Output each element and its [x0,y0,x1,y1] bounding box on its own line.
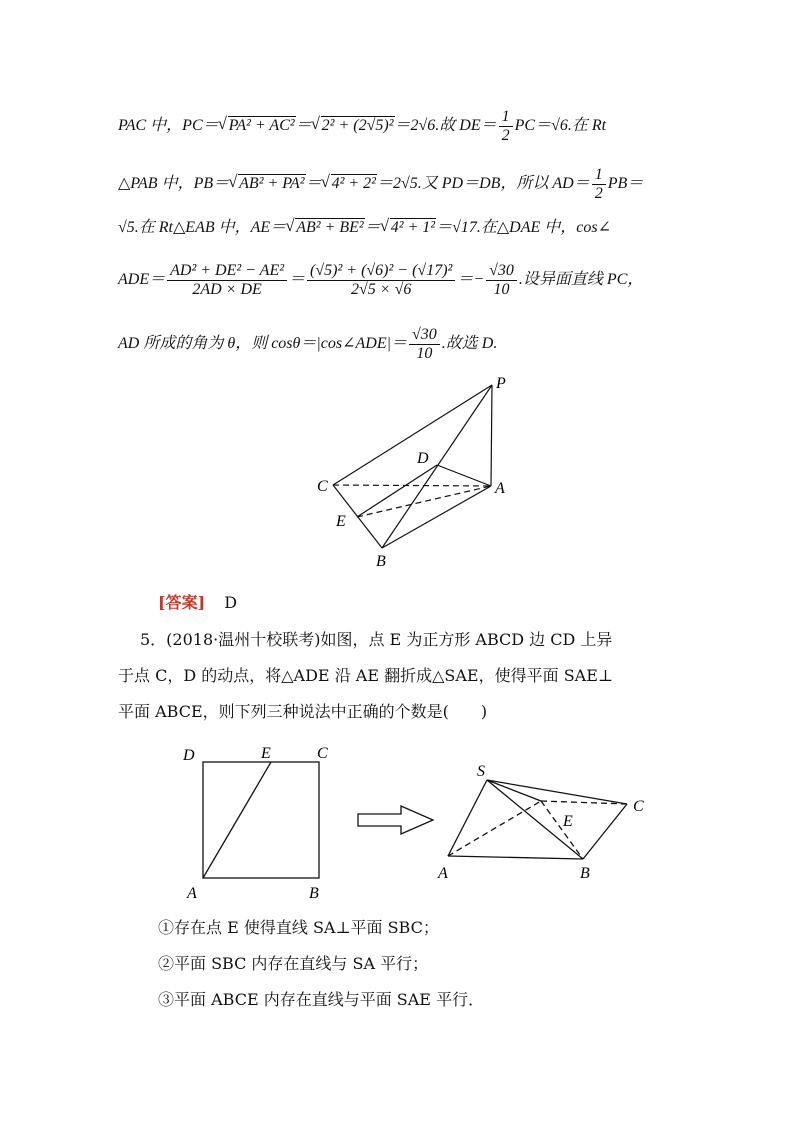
answer-value: D [224,593,238,612]
vertex-label-D: D [417,450,429,467]
sqrt-expression [322,174,377,194]
text-segment: DE＝ [459,117,497,135]
text-segment: PAC 中， [118,117,183,135]
text-segment: .设异面直线 PC， [518,271,644,289]
fraction-denominator: 2 [594,185,603,202]
left-label-D: D [183,747,195,764]
fraction-numerator: 1 [592,166,606,185]
right-label-S: S [477,763,485,780]
fraction-numerator: √30 [486,262,517,281]
fraction [486,262,517,299]
solution-line-1: PAC 中，PC＝√ PA² + AC²＝√ 2² + (2√5)²＝2√6.故 DE＝ $\frac{1}{2}$ PC＝√6.在 Rt [118,108,606,145]
edge-DE [357,465,437,517]
text-segment: ADE＝ [118,271,166,289]
fraction-denominator: 2 [501,127,510,144]
option-1: ①存在点 E 使得直线 SA⊥平面 SBC； [158,918,439,937]
solution-line-2: △PAB 中，PB＝√ AB² + PA²＝√ 4² + 2²＝2√5.又 PD＝DB，所以 AD＝ $\frac{1}{2}$ PB＝ [118,166,643,203]
fraction [307,262,455,299]
dashed-CA [333,485,491,486]
arrow-icon [358,806,433,834]
vertex-label-A: A [495,480,505,497]
edge-CP [333,385,492,485]
fraction-denominator: 2AD × DE [192,281,262,298]
sqrt-expression [381,218,436,238]
edge-PA [491,385,492,486]
sqrt-expression [219,116,296,136]
radicand: AB² + PA² [239,175,305,193]
fraction-numerator: AD² + DE² − AE² [167,262,287,281]
fraction [409,326,440,363]
left-label-E: E [261,745,271,762]
edge-BC [583,804,627,859]
vertex-label-P: P [496,375,506,392]
left-label-B: B [309,885,319,902]
sqrt-expression [312,116,395,136]
solution-line-4: ADE＝ $\frac{\text{AD² + DE² − AE²}}{2AD \times DE}$ ＝ $\frac{\text{(√5)² + (√6)² − (√17)²}}{2√5 \times √6}$ ＝− $\frac{√30}{10}$ .设异面直线 PC， [118,262,644,298]
vertex-label-B: B [376,553,386,570]
vertex-label-E: E [336,513,346,530]
solution-line-3: √5.在 Rt△EAB 中，AE＝√ AB² + BE²＝√ 4² + 1²＝√17.在△DAE 中，cos∠ [118,218,611,238]
fraction [499,108,513,145]
fraction [167,262,287,299]
option-2: ②平面 SBC 内存在直线与 SA 平行； [158,954,429,973]
edge-AB [448,856,583,859]
fraction-denominator: 10 [493,281,510,298]
radicand: 4² + 1² [390,219,436,236]
problem5-line-3: 平面 ABCE，则下列三种说法中正确的个数是( ) [118,702,488,721]
problem5-line-2: 于点 C，D 的动点，将△ADE 沿 AE 翻折成△SAE，使得平面 SAE⊥ [118,666,613,685]
pyramid-figure [300,372,530,572]
edge-DA [437,465,491,486]
radicand: PA² + AC² [228,117,295,135]
text-segment: .故选 D. [441,335,498,353]
text-segment: √5.在 Rt△EAB 中，AE＝ [118,219,287,236]
right-label-E: E [563,813,573,830]
problem5-line-1: 5．(2018·温州十校联考)如图，点 E 为正方形 ABCD 边 CD 上异 [140,630,613,649]
text-segment: PC＝√6.在 Rt [514,117,607,135]
vertex-label-C: C [317,478,328,495]
text-segment: ＝√17.在△DAE 中，cos∠ [436,219,612,236]
radicand: 2² + (2√5)² [321,117,394,135]
fraction-numerator: (√5)² + (√6)² − (√17)² [307,262,455,281]
fraction-numerator: 1 [499,108,513,127]
edge-BA [382,486,491,548]
right-label-A: A [438,865,448,882]
left-label-C: C [317,745,328,762]
fraction-denominator: 10 [416,345,433,362]
edge-PB [382,385,492,548]
dashed-EA [357,486,491,517]
radicand: AB² + BE² [296,219,364,236]
text-segment: ＝2√5.又 PD＝DB，所以 AD＝ [376,175,590,193]
text-segment: ＝2√6.故 [394,117,460,135]
text-segment: PB＝ [193,175,230,193]
folding-figure [175,738,675,908]
answer-line [158,593,237,613]
segment-AE [203,762,271,878]
fraction [592,166,606,203]
sqrt-expression [286,218,364,238]
text-segment: PB＝ [607,175,644,193]
solution-line-5 [118,326,497,363]
right-label-C: C [633,798,644,815]
text-segment: AD 所成的角为 θ，则 cosθ＝|cos∠ADE|＝ [118,335,408,353]
fraction-numerator: √30 [409,326,440,345]
edge-SE [487,780,541,801]
radicand: 4² + 2² [331,175,376,193]
text-segment: PC＝ [182,117,219,135]
sqrt-expression [229,174,305,194]
fraction-denominator: 2√5 × √6 [351,281,412,298]
right-label-B: B [580,865,590,882]
option-3: ③平面 ABCE 内存在直线与平面 SAE 平行． [158,990,485,1009]
answer-tag: [答案] [158,593,206,612]
edge-SC [487,780,627,804]
text-segment: △PAB 中， [118,175,194,193]
left-label-A: A [187,885,197,902]
